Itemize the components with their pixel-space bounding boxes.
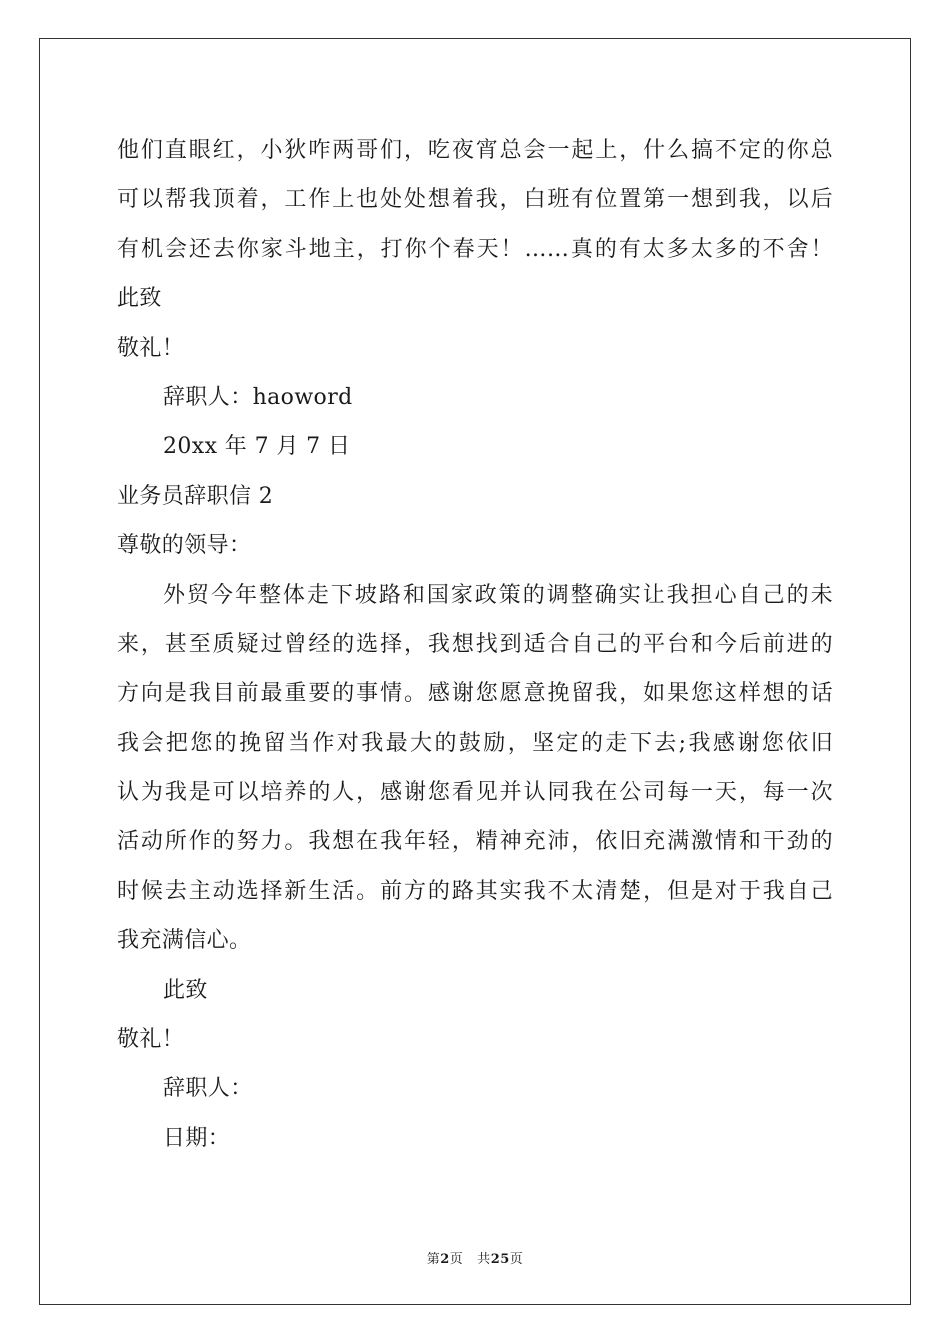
text-line: 尊敬的领导：	[117, 533, 252, 559]
total-prefix: 共	[477, 1252, 491, 1267]
text-line: 认为我是可以培养的人，感谢您看见并认同我在公司每一天，每一次	[117, 780, 833, 806]
text-line: 业务员辞职信 2	[117, 483, 274, 509]
total-suffix: 页	[509, 1252, 524, 1267]
text-line: 敬礼！	[117, 1027, 185, 1053]
text-line: 日期：	[163, 1125, 231, 1151]
text-line: 我充满信心。	[117, 928, 252, 954]
page-suffix: 页	[449, 1252, 464, 1267]
text-line: 有机会还去你家斗地主，打你个春天！……真的有太多太多的不舍！	[117, 236, 833, 262]
document-body	[117, 126, 833, 1163]
text-line: 我会把您的挽留当作对我最大的鼓励，坚定的走下去;我感谢您依旧	[117, 730, 833, 756]
text-line: 方向是我目前最重要的事情。感谢您愿意挽留我，如果您这样想的话	[117, 681, 833, 707]
text-line: 此致	[163, 977, 208, 1003]
text-line: 来，甚至质疑过曾经的选择，我想找到适合自己的平台和今后前进的	[117, 631, 833, 657]
text-line: 辞职人：	[163, 1076, 253, 1102]
text-line: 辞职人：haoword	[163, 384, 353, 410]
text-line: 时候去主动选择新生活。前方的路其实我不太清楚，但是对于我自己	[117, 878, 833, 904]
text-line: 活动所作的努力。我想在我年轻，精神充沛，依旧充满激情和干劲的	[117, 829, 833, 855]
page-prefix: 第	[426, 1252, 441, 1267]
text-line: 敬礼！	[117, 335, 185, 361]
text-line: 此致	[117, 286, 162, 312]
page-number: 2	[440, 1252, 450, 1267]
text-line: 他们直眼红，小狄咋两哥们，吃夜宵总会一起上，什么搞不定的你总	[117, 138, 833, 163]
text-line: 外贸今年整体走下坡路和国家政策的调整确实让我担心自己的未	[163, 582, 833, 608]
total-pages: 25	[490, 1252, 510, 1267]
page-footer	[0, 1248, 950, 1267]
text-line: 20xx 年 7 月 7 日	[163, 434, 351, 460]
text-line: 可以帮我顶着，工作上也处处想着我，白班有位置第一想到我，以后	[117, 187, 833, 213]
